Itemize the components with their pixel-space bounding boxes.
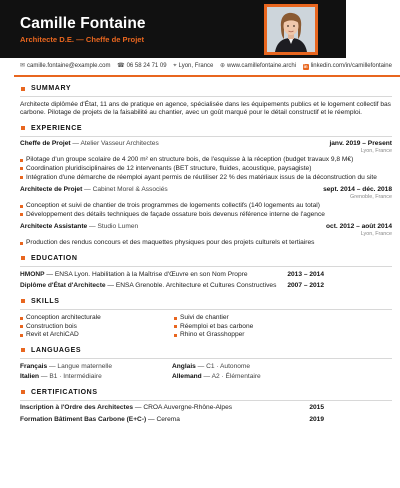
job-bullets <box>20 239 392 248</box>
skills-section <box>20 297 392 340</box>
profile-photo <box>267 7 315 52</box>
section-heading: SUMMARY <box>20 84 392 93</box>
list-item: Revit et ArchiCAD <box>20 331 174 340</box>
section-rule <box>20 400 392 401</box>
header-divider <box>14 75 400 77</box>
location-pin-icon: ⌖ <box>173 63 177 69</box>
education-dates: 2013 – 2014 <box>287 270 324 278</box>
job-dates: oct. 2012 – août 2014 <box>326 223 392 231</box>
language-item: Allemand — A2 · Élémentaire <box>172 373 261 381</box>
job-dates: sept. 2014 – déc. 2018 <box>323 186 392 194</box>
school-name: ENSA Grenoble. Architecture et Cultures Constructives <box>115 282 277 290</box>
contact-website[interactable]: ⊕ www.camillefontaine.archi <box>219 63 297 69</box>
section-rule <box>20 358 392 359</box>
job-company: Studio Lumen <box>97 223 139 231</box>
portrait-image <box>267 7 315 52</box>
job-company: Atelier Vasseur Architectes <box>80 140 159 148</box>
education-entry: HMONP — ENSA Lyon. Habilitation à la Maîtrise d'Œuvre en son Nom Propre 2013 – 2014 <box>20 270 324 278</box>
job-subtitle: Architecte D.E. — Cheffe de Projet <box>20 35 145 44</box>
job-company: Cabinet Morel & Associés <box>92 186 168 194</box>
job-entry: Architecte de Projet — Cabinet Morel & Associés sept. 2014 – déc. 2018 Grenoble, France Conception et suivi de chantier de trois programmes de logements collectifs (140 logements au total) Développement des détails techniques de façade ossature bois devenus référence interne de l'agence <box>20 186 392 218</box>
certification-org: Cerema <box>156 415 180 423</box>
language-item: Anglais — C1 · Autonome <box>172 362 251 370</box>
job-dates: janv. 2019 – Present <box>329 140 392 148</box>
job-location: Lyon, France <box>360 148 392 155</box>
certification-year: 2015 <box>309 404 324 412</box>
job-bullets <box>20 156 392 182</box>
education-dates: 2007 – 2012 <box>287 282 324 290</box>
section-rule <box>20 96 392 97</box>
degree-name: HMONP <box>20 270 45 278</box>
summary-section <box>20 84 392 118</box>
section-heading: LANGUAGES <box>20 346 392 355</box>
certification-entry: Inscription à l'Ordre des Architectes — CROA Auvergne-Rhône-Alpes 2015 <box>20 404 324 412</box>
school-name: ENSA Lyon. Habilitation à la Maîtrise d'Œuvre en son Nom Propre <box>54 270 248 278</box>
square-bullet-icon <box>21 87 25 91</box>
language-item: Français — Langue maternelle <box>20 362 113 370</box>
list-item: Intégration d'une démarche de réemploi ayant permis de réutiliser 22 % des matériaux issus de la déconstruction du site <box>20 174 392 183</box>
job-location: Lyon, France <box>360 231 392 238</box>
header-banner <box>0 0 346 58</box>
language-item: Italien — B1 · Intermédiaire <box>20 373 102 381</box>
square-bullet-icon <box>21 256 25 260</box>
linkedin-icon: in <box>303 63 308 69</box>
section-heading: EXPERIENCE <box>20 124 392 133</box>
list-item: Conception architecturale <box>20 314 174 323</box>
certifications-section <box>20 388 392 425</box>
list-item: Construction bois <box>20 323 174 332</box>
certification-org: CROA Auvergne-Rhône-Alpes <box>143 404 233 412</box>
summary-text: Architecte diplômée d'État, 11 ans de pratique en agence, spécialisée dans les équipements publics et le logement collectif bas carbone. Pilotage de projets de la faisabilité au chantier, avec un goût marqué pour le détail constructif et le réemploi. <box>20 100 391 117</box>
square-bullet-icon <box>21 390 25 394</box>
section-heading: EDUCATION <box>20 254 392 263</box>
profile-photo-frame <box>264 4 318 55</box>
section-rule <box>20 309 392 310</box>
contact-email[interactable]: ✉ camille.fontaine@example.com <box>20 63 111 69</box>
section-heading: CERTIFICATIONS <box>20 388 392 397</box>
square-bullet-icon <box>21 299 25 303</box>
list-item: Conception et suivi de chantier de trois programmes de logements collectifs (140 logements au total) <box>20 202 392 211</box>
list-item: Pilotage d'un groupe scolaire de 4 200 m² en structure bois, de l'esquisse à la réception (budget travaux 9,8 M€) <box>20 156 392 165</box>
certification-name: Inscription à l'Ordre des Architectes <box>20 404 134 412</box>
square-bullet-icon <box>21 126 25 130</box>
job-entry: Architecte Assistante — Studio Lumen oct. 2012 – août 2014 Lyon, France Production des rendus concours et des maquettes physiques pour des projets culturels et tertiaires <box>20 223 392 247</box>
education-entry: Diplôme d'État d'Architecte — ENSA Grenoble. Architecture et Cultures Constructives 2007 – 2012 <box>20 282 324 290</box>
certification-entry: Formation Bâtiment Bas Carbone (E+C-) — Cerema 2019 <box>20 415 324 423</box>
list-item: Coordination pluridisciplinaires de 12 intervenants (BET structure, fluides, acoustique, paysagiste) <box>20 165 392 174</box>
globe-icon: ⊕ <box>219 63 225 69</box>
job-role: Architecte Assistante <box>20 223 88 231</box>
job-role: Architecte de Projet <box>20 186 83 194</box>
contact-location: ⌖ Lyon, France <box>173 63 214 69</box>
skills-column-1 <box>20 314 174 340</box>
job-location: Grenoble, France <box>350 194 392 201</box>
degree-name: Diplôme d'État d'Architecte <box>20 282 106 290</box>
contact-linkedin[interactable]: in linkedin.com/in/camillefontaine <box>303 63 392 69</box>
resume-body <box>20 84 392 430</box>
list-item: Développement des détails techniques de façade ossature bois devenus référence interne de l'agence <box>20 211 392 220</box>
job-role: Cheffe de Projet <box>20 140 71 148</box>
phone-icon: ☎ <box>117 63 125 69</box>
skills-column-2 <box>174 314 328 340</box>
job-bullets <box>20 202 392 219</box>
list-item: Production des rendus concours et des maquettes physiques pour des projets culturels et tertiaires <box>20 239 392 248</box>
section-heading: SKILLS <box>20 297 392 306</box>
languages-section <box>20 346 392 382</box>
mail-icon: ✉ <box>20 63 26 69</box>
job-entry: Cheffe de Projet — Atelier Vasseur Architectes janv. 2019 – Present Lyon, France Pilotage d'un groupe scolaire de 4 200 m² en structure bois, de l'esquisse à la réception (budget travaux 9,8 M€) Coordination pluridisciplinaires de 12 intervenants (BET structure, fluides, acoustique, paysagiste) Intégration d'une démarche de réemploi ayant permis de réutiliser 22 % des matériaux issus de la déconstruction du site <box>20 140 392 181</box>
education-section <box>20 254 392 291</box>
certification-year: 2019 <box>309 415 324 423</box>
section-rule <box>20 136 392 137</box>
contact-phone[interactable]: ☎ 06 58 24 71 09 <box>117 63 167 69</box>
section-rule <box>20 266 392 267</box>
certification-name: Formation Bâtiment Bas Carbone (E+C-) <box>20 415 147 423</box>
experience-section <box>20 124 392 248</box>
list-item: Réemploi et bas carbone <box>174 323 328 332</box>
square-bullet-icon <box>21 348 25 352</box>
list-item: Rhino et Grasshopper <box>174 331 328 340</box>
person-name: Camille Fontaine <box>20 15 146 32</box>
list-item: Suivi de chantier <box>174 314 328 323</box>
contact-bar <box>20 63 392 71</box>
